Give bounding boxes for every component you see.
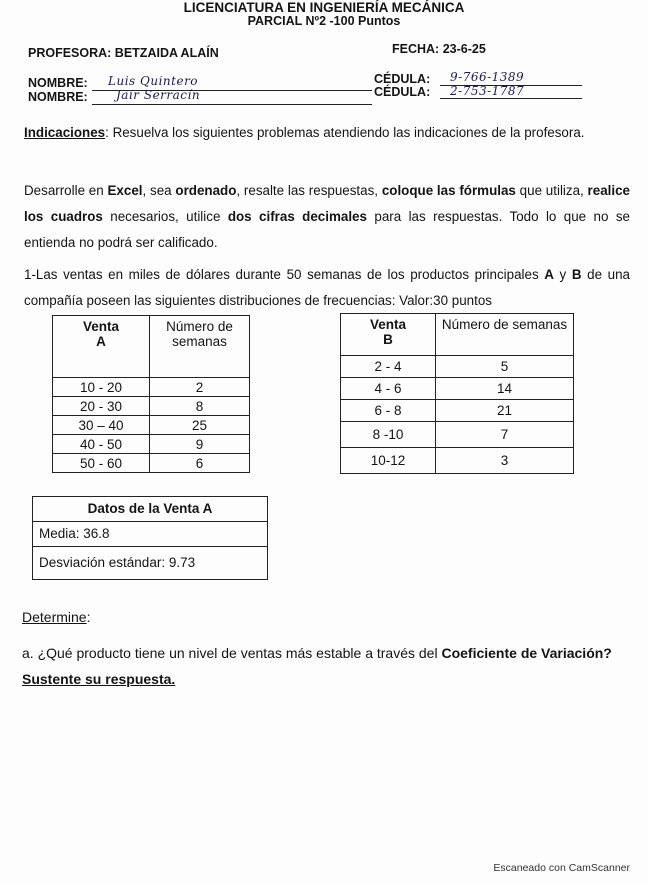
- id-line-2: [440, 98, 582, 99]
- table-b-header-venta-sub: B: [383, 332, 393, 347]
- date-label: FECHA: 23-6-25: [392, 42, 486, 56]
- question-a-bold: Coeficiente de Variación?: [441, 645, 612, 661]
- table-a-weeks: 8: [150, 397, 250, 416]
- question-a-text: a. ¿Qué producto tiene un nivel de ventas más estable a través del: [22, 645, 442, 661]
- data-box-a-mean: Media: 36.8: [33, 521, 267, 546]
- table-b-range: 4 - 6: [341, 378, 436, 400]
- excel-bold-5: dos cifras decimales: [227, 209, 367, 224]
- determine-heading: [22, 609, 90, 625]
- instructions-label: Indicaciones: [24, 125, 106, 140]
- table-a-header-venta-label: Venta: [82, 319, 120, 334]
- excel-text-2: , sea: [142, 183, 176, 198]
- table-venta-b: [340, 313, 574, 474]
- problem-text-3: de una compañía poseen las siguientes distribuciones de frecuencias: Valor:30 puntos: [24, 267, 630, 308]
- scanner-watermark: Escaneado con CamScanner: [493, 862, 630, 874]
- table-row: [341, 422, 574, 448]
- excel-bold-2: ordenado: [175, 183, 237, 198]
- determine-colon: :: [86, 609, 91, 625]
- table-b-weeks: 5: [436, 356, 574, 378]
- excel-text-5: necesarios, utilice: [102, 209, 228, 224]
- table-b-weeks: 3: [436, 448, 574, 474]
- table-a-header-venta: [53, 316, 150, 378]
- table-a-weeks: 25: [150, 416, 250, 435]
- table-row: [53, 435, 250, 454]
- excel-bold-4: realice los cuadros: [24, 183, 630, 224]
- program-title: LICENCIATURA EN INGENIERÍA MECÁNICA: [183, 0, 465, 15]
- problem-text-2: y: [553, 267, 572, 282]
- student-id-2: 2-753-1787: [450, 84, 525, 98]
- data-box-a-title: Datos de la Venta A: [87, 501, 213, 516]
- table-b-header-venta-label: Venta: [369, 317, 407, 332]
- problem-text-1: 1-Las ventas en miles de dólares durante 50 semanas de los productos principales: [24, 267, 545, 282]
- excel-text-6: para las respuestas. Todo lo que no se entienda no podrá ser calificado.: [24, 209, 630, 250]
- name-label-2: NOMBRE:: [28, 90, 88, 104]
- problem-bold-a: A: [544, 267, 554, 282]
- table-b-weeks: 14: [436, 378, 574, 400]
- table-b-range: 6 - 8: [341, 400, 436, 422]
- student-name-1: Luis Quintero: [108, 74, 199, 88]
- excel-instructions: [24, 178, 630, 256]
- name-label-1: NOMBRE:: [28, 76, 88, 90]
- table-b-weeks: 21: [436, 400, 574, 422]
- id-label-1: CÉDULA:: [374, 72, 431, 86]
- table-b-range: 2 - 4: [341, 356, 436, 378]
- table-b-weeks: 7: [436, 422, 574, 448]
- table-a-header-weeks: Número de semanas: [150, 316, 250, 378]
- table-a-weeks: 6: [150, 454, 250, 473]
- table-a-range: 40 - 50: [53, 435, 150, 454]
- exam-title: PARCIAL Nº2 -100 Puntos: [247, 14, 401, 28]
- excel-text-3: , resalte las respuestas,: [236, 183, 382, 198]
- excel-text-1: Desarrolle en: [24, 183, 108, 198]
- table-b-header-weeks: Número de semanas: [436, 314, 574, 356]
- table-b-range: 10-12: [341, 448, 436, 474]
- table-row: [341, 400, 574, 422]
- problem-statement: [24, 262, 630, 314]
- table-row: [53, 397, 250, 416]
- table-row: [53, 454, 250, 473]
- table-row: [53, 416, 250, 435]
- table-a-weeks: 9: [150, 435, 250, 454]
- table-a-header-venta-sub: A: [96, 334, 106, 349]
- table-venta-a: [52, 315, 250, 473]
- table-b-range: 8 -10: [341, 422, 436, 448]
- excel-text-4: que utiliza,: [515, 183, 588, 198]
- table-a-weeks: 2: [150, 378, 250, 397]
- instructions-text: : Resuelva los siguientes problemas atendiendo las indicaciones de la profesora.: [105, 125, 585, 140]
- table-a-range: 20 - 30: [53, 397, 150, 416]
- student-id-1: 9-766-1389: [450, 70, 525, 84]
- student-name-2: Jair Serracín: [116, 88, 201, 102]
- table-b-header-venta: [341, 314, 436, 356]
- name-line-2: [92, 104, 372, 105]
- excel-bold-3: coloque las fórmulas: [381, 183, 516, 198]
- table-row: [341, 356, 574, 378]
- question-a-underlined: Sustente su respuesta.: [22, 671, 176, 687]
- id-label-2: CÉDULA:: [374, 85, 431, 99]
- data-box-a: [32, 496, 268, 580]
- table-row: [341, 378, 574, 400]
- question-a: [22, 640, 632, 692]
- table-a-range: 10 - 20: [53, 378, 150, 397]
- table-a-range: 30 – 40: [53, 416, 150, 435]
- excel-bold-1: Excel: [107, 183, 143, 198]
- table-a-range: 50 - 60: [53, 454, 150, 473]
- determine-label: Determine: [22, 609, 87, 625]
- problem-bold-b: B: [571, 267, 582, 282]
- table-row: [53, 378, 250, 397]
- data-box-a-sd: Desviación estándar: 9.73: [33, 546, 267, 579]
- table-row: [341, 448, 574, 474]
- professor-label: PROFESORA: BETZAIDA ALAÍN: [28, 46, 219, 60]
- instructions: [24, 120, 630, 146]
